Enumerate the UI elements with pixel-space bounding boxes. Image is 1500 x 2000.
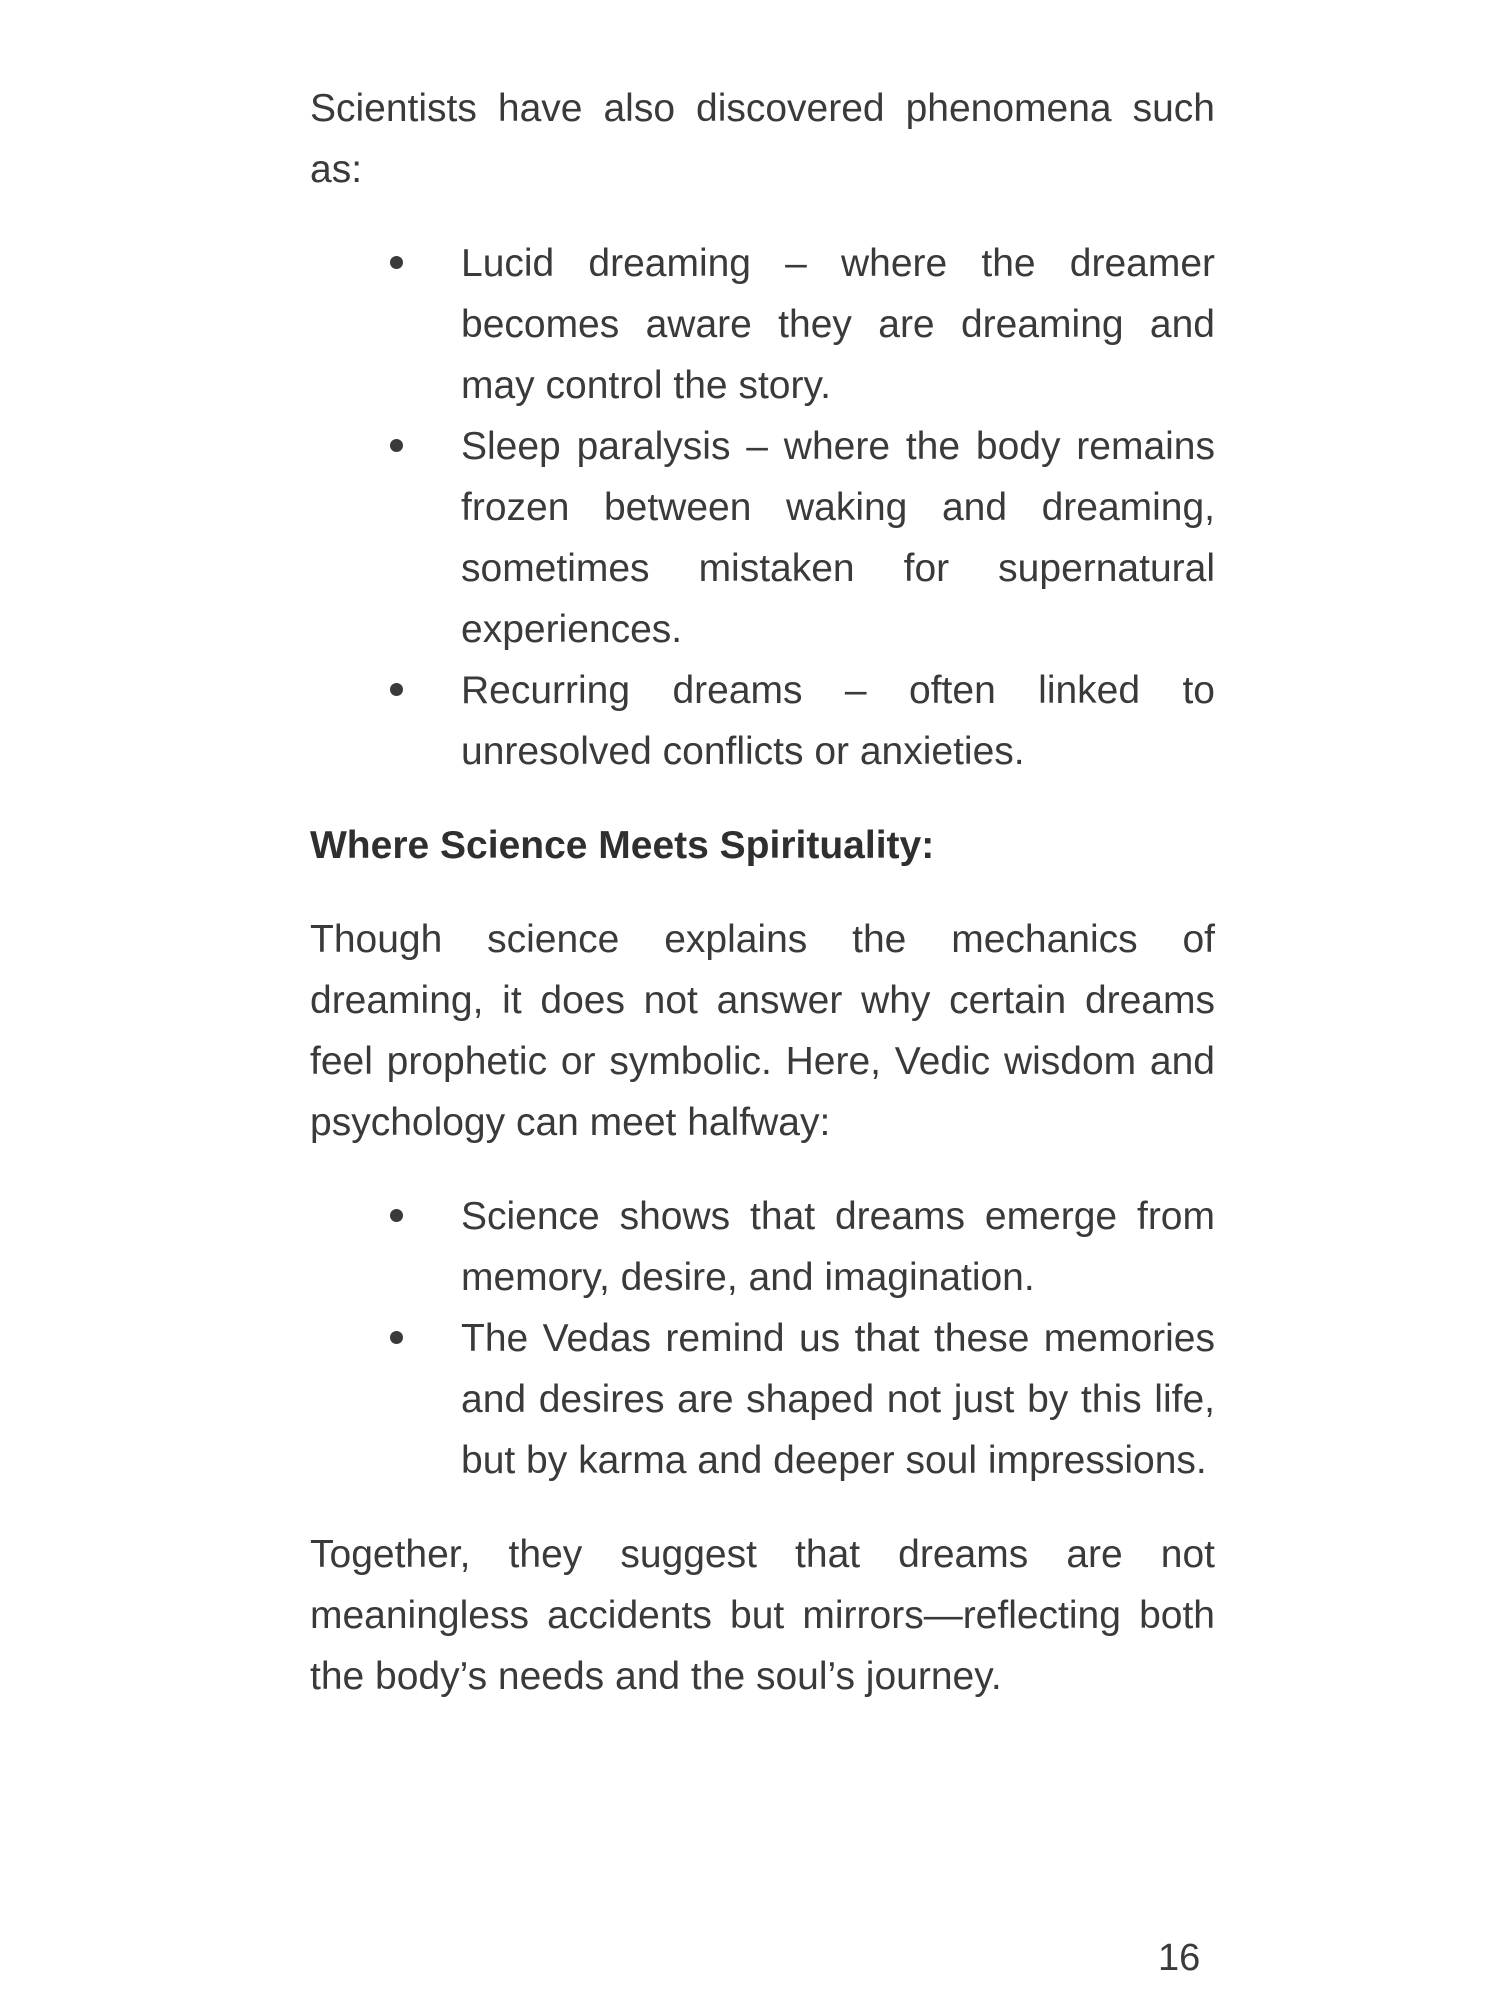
science-paragraph: Though science explains the mechanics of dreaming, it does not answer why certain dreams feel prophetic or symbolic. Here, Vedic wisdom and psychology can meet halfway: xyxy=(310,918,1215,1144)
intro-paragraph: Scientists have also discovered phenomena such as: xyxy=(310,87,1215,191)
list-item xyxy=(310,660,1215,782)
points-list xyxy=(310,1186,1215,1491)
list-item-text: Recurring dreams – often linked to unresolved conflicts or anxieties. xyxy=(461,669,1215,773)
phenomena-list xyxy=(310,233,1215,782)
bullet-icon xyxy=(390,1331,403,1344)
page-content xyxy=(310,78,1215,1707)
bullet-icon xyxy=(390,256,403,269)
conclusion-paragraph: Together, they suggest that dreams are not meaningless accidents but mirrors—reflecting both the body’s needs and the soul’s journey. xyxy=(310,1533,1215,1698)
bullet-icon xyxy=(390,439,403,452)
section-heading: Where Science Meets Spirituality: xyxy=(310,824,935,867)
page-number: 16 xyxy=(1158,1937,1201,1979)
list-item-text: Sleep paralysis – where the body remains frozen between waking and dreaming, sometimes mistaken for supernatural experiences. xyxy=(461,425,1215,651)
list-item xyxy=(310,233,1215,416)
list-item xyxy=(310,416,1215,660)
list-item xyxy=(310,1308,1215,1491)
bullet-icon xyxy=(390,683,403,696)
list-item xyxy=(310,1186,1215,1308)
list-item-text: The Vedas remind us that these memories and desires are shaped not just by this life, but by karma and deeper soul impressions. xyxy=(461,1317,1215,1482)
list-item-text: Science shows that dreams emerge from memory, desire, and imagination. xyxy=(461,1195,1215,1299)
bullet-icon xyxy=(390,1209,403,1222)
list-item-text: Lucid dreaming – where the dreamer becomes aware they are dreaming and may control the story. xyxy=(461,242,1215,407)
